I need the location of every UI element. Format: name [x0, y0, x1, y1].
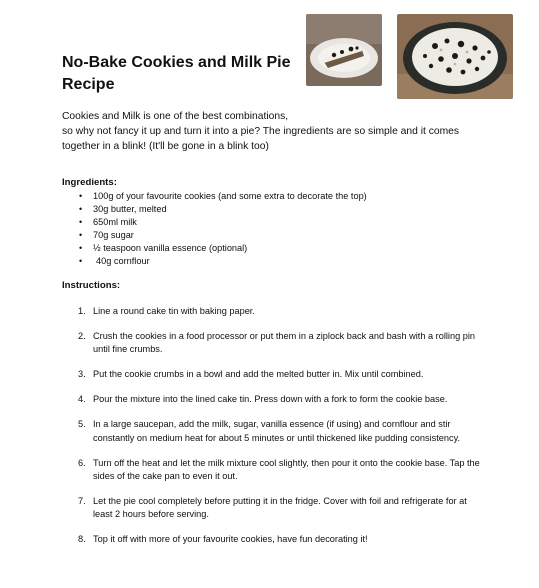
- step-number: 2.: [78, 331, 86, 342]
- step-number: 6.: [78, 457, 86, 468]
- instruction-step: 2. Crush the cookies in a food processor or put them in a ziplock back and bash with a rolling pin until fine crumbs.: [78, 331, 475, 355]
- bullet-icon: •: [79, 242, 83, 253]
- instruction-step: 4. Pour the mixture into the lined cake tin. Press down with a fork to form the cookie base.: [62, 393, 482, 406]
- step-number: 7.: [78, 495, 86, 506]
- instructions-heading: Instructions:: [62, 280, 121, 291]
- bullet-icon: •: [79, 216, 83, 227]
- intro-line-1: Cookies and Milk is one of the best combinations,: [62, 111, 289, 122]
- bullet-icon: •: [79, 229, 83, 240]
- ingredient-item: • 40g cornflour: [79, 255, 150, 266]
- instructions-list: [62, 305, 482, 546]
- instruction-step: 3. Put the cookie crumbs in a bowl and add the melted butter in. Mix until combined.: [62, 368, 482, 381]
- instruction-step: 8. Top it off with more of your favourite cookies, have fun decorating it!: [62, 533, 482, 546]
- instruction-step: 5. In a large saucepan, add the milk, sugar, vanilla essence (if using) and cornflour and stir constantly on medium heat for about 5 minutes or until thickened like pudding consistency.: [78, 419, 461, 443]
- pie-slice-photo: [306, 14, 382, 86]
- instruction-step: 6. Turn off the heat and let the milk mixture cool slightly, then pour it onto the cookie base. Tap the sides of the cake pan to even it out.: [78, 457, 480, 481]
- bullet-icon: •: [79, 191, 83, 201]
- step-number: 5.: [78, 419, 86, 430]
- ingredient-item: • 30g butter, melted: [79, 203, 167, 214]
- whole-pie-photo: [397, 14, 513, 99]
- ingredient-item: • ½ teaspoon vanilla essence (optional): [79, 242, 248, 253]
- bullet-icon: •: [79, 203, 83, 214]
- step-number: 1.: [78, 306, 86, 316]
- recipe-intro: [62, 109, 482, 154]
- instruction-step: 7. Let the pie cool completely before putting it in the fridge. Cover with foil and refrigerate for at least 2 hours before serving.: [78, 495, 467, 519]
- intro-line-2: so why not fancy it up and turn it into a pie? The ingredients are so simple and it comes together in a blink! (It'll be gone in a blink too): [62, 126, 460, 152]
- instruction-step: 1. Line a round cake tin with baking paper.: [62, 305, 482, 318]
- ingredients-heading: Ingredients:: [62, 177, 117, 188]
- bullet-icon: •: [79, 255, 83, 266]
- step-number: 4.: [78, 394, 86, 405]
- ingredients-list: [62, 190, 442, 267]
- step-number: 3.: [78, 369, 86, 380]
- ingredient-item: • 100g of your favourite cookies (and some extra to decorate the top): [79, 191, 367, 201]
- ingredient-item: • 650ml milk: [79, 216, 137, 227]
- step-number: 8.: [78, 534, 86, 545]
- recipe-title: No-Bake Cookies and Milk Pie Recipe: [62, 54, 291, 93]
- ingredient-item: • 70g sugar: [79, 229, 134, 240]
